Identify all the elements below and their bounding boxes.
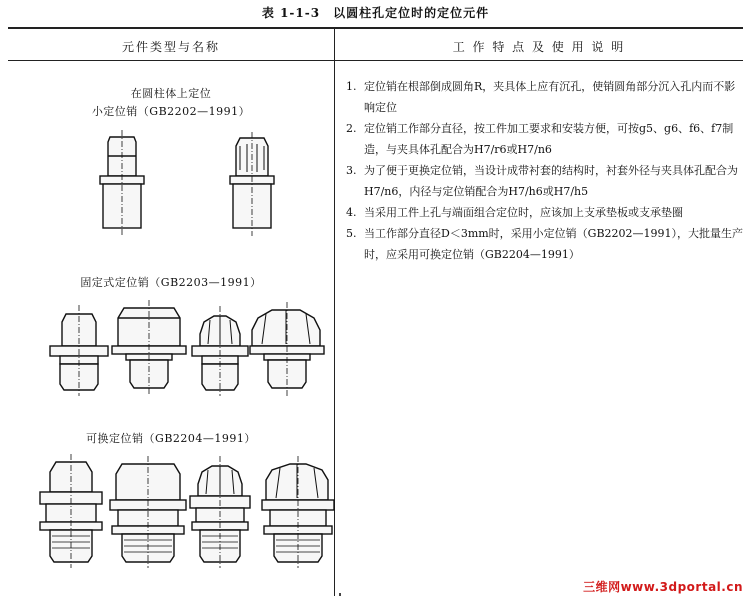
group-small-pin-title-line2: 小定位销（GB2202—1991） xyxy=(91,105,251,118)
fixed-pin-drawing-3 xyxy=(192,306,248,396)
fixed-pin-drawing-2 xyxy=(112,300,186,396)
replaceable-pin-drawing-3 xyxy=(190,456,250,568)
watermark: 三维网www.3dportal.cn xyxy=(583,580,743,594)
column-header-left: 元件类型与名称 xyxy=(121,40,220,54)
column-header-right: 工 作 特 点 及 使 用 说 明 xyxy=(452,40,626,54)
small-pin-drawing-1 xyxy=(100,130,144,236)
note-item: 1. 定位销在根部倒成圆角R，夹具体上应有沉孔，使销圆角部分沉入孔内而不影响定位 xyxy=(346,80,736,114)
group-replaceable-pin-title: 可换定位销（GB2204—1991） xyxy=(86,432,256,445)
fixed-pin-drawing-4 xyxy=(250,302,324,396)
table-title: 表 1-1-3 以圆柱孔定位时的定位元件 xyxy=(261,6,490,20)
note-item: 4. 当采用工件上孔与端面组合定位时，应该加上支承垫板或支承垫圈 xyxy=(346,206,683,219)
replaceable-pin-drawing-1 xyxy=(40,454,102,568)
small-pin-drawing-2 xyxy=(230,132,274,236)
replaceable-pin-drawing-2 xyxy=(110,456,186,568)
page-mark xyxy=(339,593,341,596)
group-fixed-pin-title: 固定式定位销（GB2203—1991） xyxy=(80,276,262,289)
fixed-pin-drawing-1 xyxy=(50,305,108,396)
note-item: 2. 定位销工作部分直径，按工件加工要求和安装方便，可按g5、g6、f6、f7制造，与夹具体孔配合为H7/r6或H7/n6 xyxy=(346,122,734,156)
replaceable-pin-drawing-4 xyxy=(262,456,334,568)
note-item: 3. 为了便于更换定位销，当设计成带衬套的结构时，衬套外径与夹具体孔配合为H7/n6，内径与定位销配合为H7/h6或H7/h5 xyxy=(346,164,738,198)
group-small-pin-title-line1: 在圆柱体上定位 xyxy=(130,87,212,100)
note-item: 5. 当工作部分直径D＜3mm时，采用小定位销（GB2202—1991），大批量生产时，应采用可换定位销（GB2204—1991） xyxy=(346,227,744,261)
